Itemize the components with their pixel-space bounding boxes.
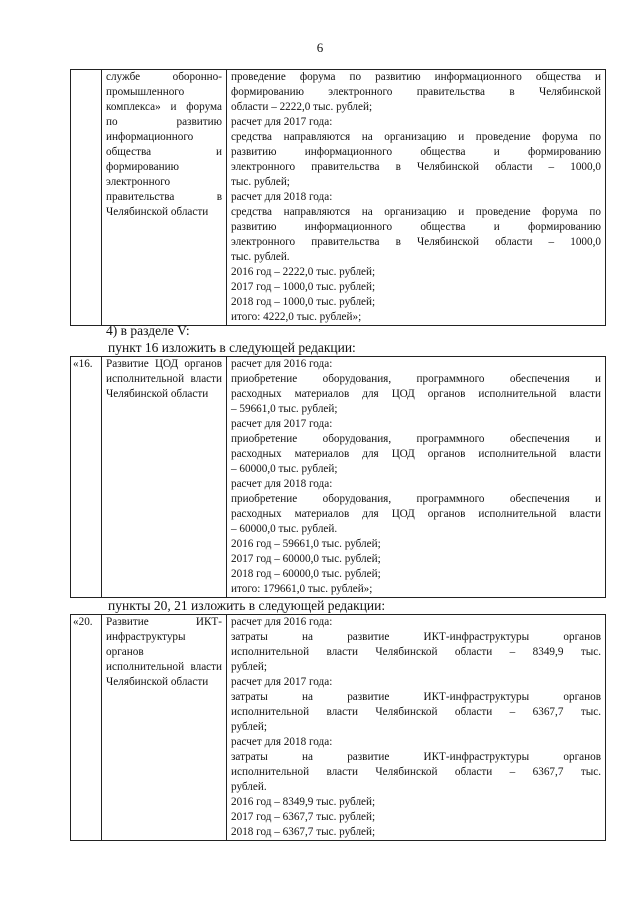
calculation-line: затраты на развитие ИКТ-инфраструктуры органов xyxy=(231,751,601,763)
calculation-cell xyxy=(227,615,606,841)
calculation-line: 2017 год – 60000,0 тыс. рублей; xyxy=(231,553,381,565)
calculation-line: исполнительной власти Челябинской области – 8349,9 тыс. xyxy=(231,646,601,658)
calculation-line: 2017 год – 1000,0 тыс. рублей; xyxy=(231,281,376,293)
table-item-20 xyxy=(70,614,606,841)
measure-name-cell xyxy=(102,70,227,326)
calculation-line: – 59661,0 тыс. рублей; xyxy=(231,403,338,415)
calculation-line: электронного правительства в Челябинской области – 1000,0 xyxy=(231,161,601,173)
calculation-line: расчет для 2017 года: xyxy=(231,676,333,688)
table-row xyxy=(71,615,606,841)
calculation-line: 2017 год – 6367,7 тыс. рублей; xyxy=(231,811,376,823)
calculation-line: 2016 год – 59661,0 тыс. рублей; xyxy=(231,538,381,550)
table-row xyxy=(71,357,606,598)
section-heading: 4) в разделе V: xyxy=(106,323,190,338)
calculation-line: – 60000,0 тыс. рублей; xyxy=(231,463,338,475)
calculation-line: – 60000,0 тыс. рублей. xyxy=(231,523,338,535)
calculation-line: формированию электронного правительства в Челябинской xyxy=(231,86,601,98)
table-row xyxy=(71,70,606,326)
table-item-16 xyxy=(70,356,606,598)
calculation-line: расходных материалов для ЦОД органов исполнительной власти xyxy=(231,508,601,520)
calculation-line: тыс. рублей; xyxy=(231,176,290,188)
calculation-line: средства направляются на организацию и проведение форума по xyxy=(231,206,601,218)
calculation-line: электронного правительства в Челябинской области – 1000,0 xyxy=(231,236,601,248)
measure-name: Развитие ЦОД органов исполнительной власти Челябинской области xyxy=(106,358,222,400)
calculation-line: итого: 4222,0 тыс. рублей»; xyxy=(231,311,362,323)
calculation-line: развитию информационного общества и формированию xyxy=(231,221,601,233)
calculation-line: расчет для 2016 года: xyxy=(231,616,333,628)
calculation-line: приобретение оборудования, программного обеспечения и xyxy=(231,433,601,445)
calculation-line: 2016 год – 8349,9 тыс. рублей; xyxy=(231,796,376,808)
calculation-line: развитию информационного общества и формированию xyxy=(231,146,601,158)
calculation-line: рублей; xyxy=(231,721,267,733)
calculation-line: расчет для 2017 года: xyxy=(231,418,333,430)
calculation-line: затраты на развитие ИКТ-инфраструктуры органов xyxy=(231,691,601,703)
paragraphs-20-21-heading: пункты 20, 21 изложить в следующей редакции: xyxy=(108,598,386,613)
calculation-line: проведение форума по развитию информационного общества и xyxy=(231,71,601,83)
calculation-line: 2018 год – 1000,0 тыс. рублей; xyxy=(231,296,376,308)
calculation-line: тыс. рублей. xyxy=(231,251,290,263)
measure-name: Развитие ИКТ-инфраструктуры органов исполнительной власти Челябинской области xyxy=(106,616,222,688)
calculation-line: расчет для 2016 года: xyxy=(231,358,333,370)
table-continuation xyxy=(70,69,606,326)
calculation-line: итого: 179661,0 тыс. рублей»; xyxy=(231,583,373,595)
measure-name: службе оборонно-промышленного комплекса» и форума по развитию информационного общества и формированию электронного правительства в Челябинской области xyxy=(106,71,222,218)
row-number-cell: «20. xyxy=(71,615,102,841)
calculation-line: области – 2222,0 тыс. рублей; xyxy=(231,101,373,113)
calculation-line: затраты на развитие ИКТ-инфраструктуры органов xyxy=(231,631,601,643)
page-number: 6 xyxy=(316,40,324,55)
calculation-line: расчет для 2017 года: xyxy=(231,116,333,128)
calculation-line: расчет для 2018 года: xyxy=(231,191,333,203)
calculation-line: исполнительной власти Челябинской области – 6367,7 тыс. xyxy=(231,766,601,778)
calculation-line: исполнительной власти Челябинской области – 6367,7 тыс. xyxy=(231,706,601,718)
calculation-line: рублей. xyxy=(231,781,267,793)
row-number-cell xyxy=(71,70,102,326)
calculation-line: 2018 год – 6367,7 тыс. рублей; xyxy=(231,826,376,838)
calculation-cell xyxy=(227,357,606,598)
paragraph-16-heading: пункт 16 изложить в следующей редакции: xyxy=(108,340,356,355)
calculation-line: средства направляются на организацию и проведение форума по xyxy=(231,131,601,143)
calculation-line: приобретение оборудования, программного обеспечения и xyxy=(231,493,601,505)
measure-name-cell xyxy=(102,357,227,598)
calculation-line: расходных материалов для ЦОД органов исполнительной власти xyxy=(231,448,601,460)
calculation-cell xyxy=(227,70,606,326)
calculation-line: 2018 год – 60000,0 тыс. рублей; xyxy=(231,568,381,580)
measure-name-cell xyxy=(102,615,227,841)
calculation-line: расходных материалов для ЦОД органов исполнительной власти xyxy=(231,388,601,400)
row-number-cell: «16. xyxy=(71,357,102,598)
calculation-line: 2016 год – 2222,0 тыс. рублей; xyxy=(231,266,376,278)
calculation-line: расчет для 2018 года: xyxy=(231,736,333,748)
calculation-line: рублей; xyxy=(231,661,267,673)
calculation-line: приобретение оборудования, программного обеспечения и xyxy=(231,373,601,385)
calculation-line: расчет для 2018 года: xyxy=(231,478,333,490)
